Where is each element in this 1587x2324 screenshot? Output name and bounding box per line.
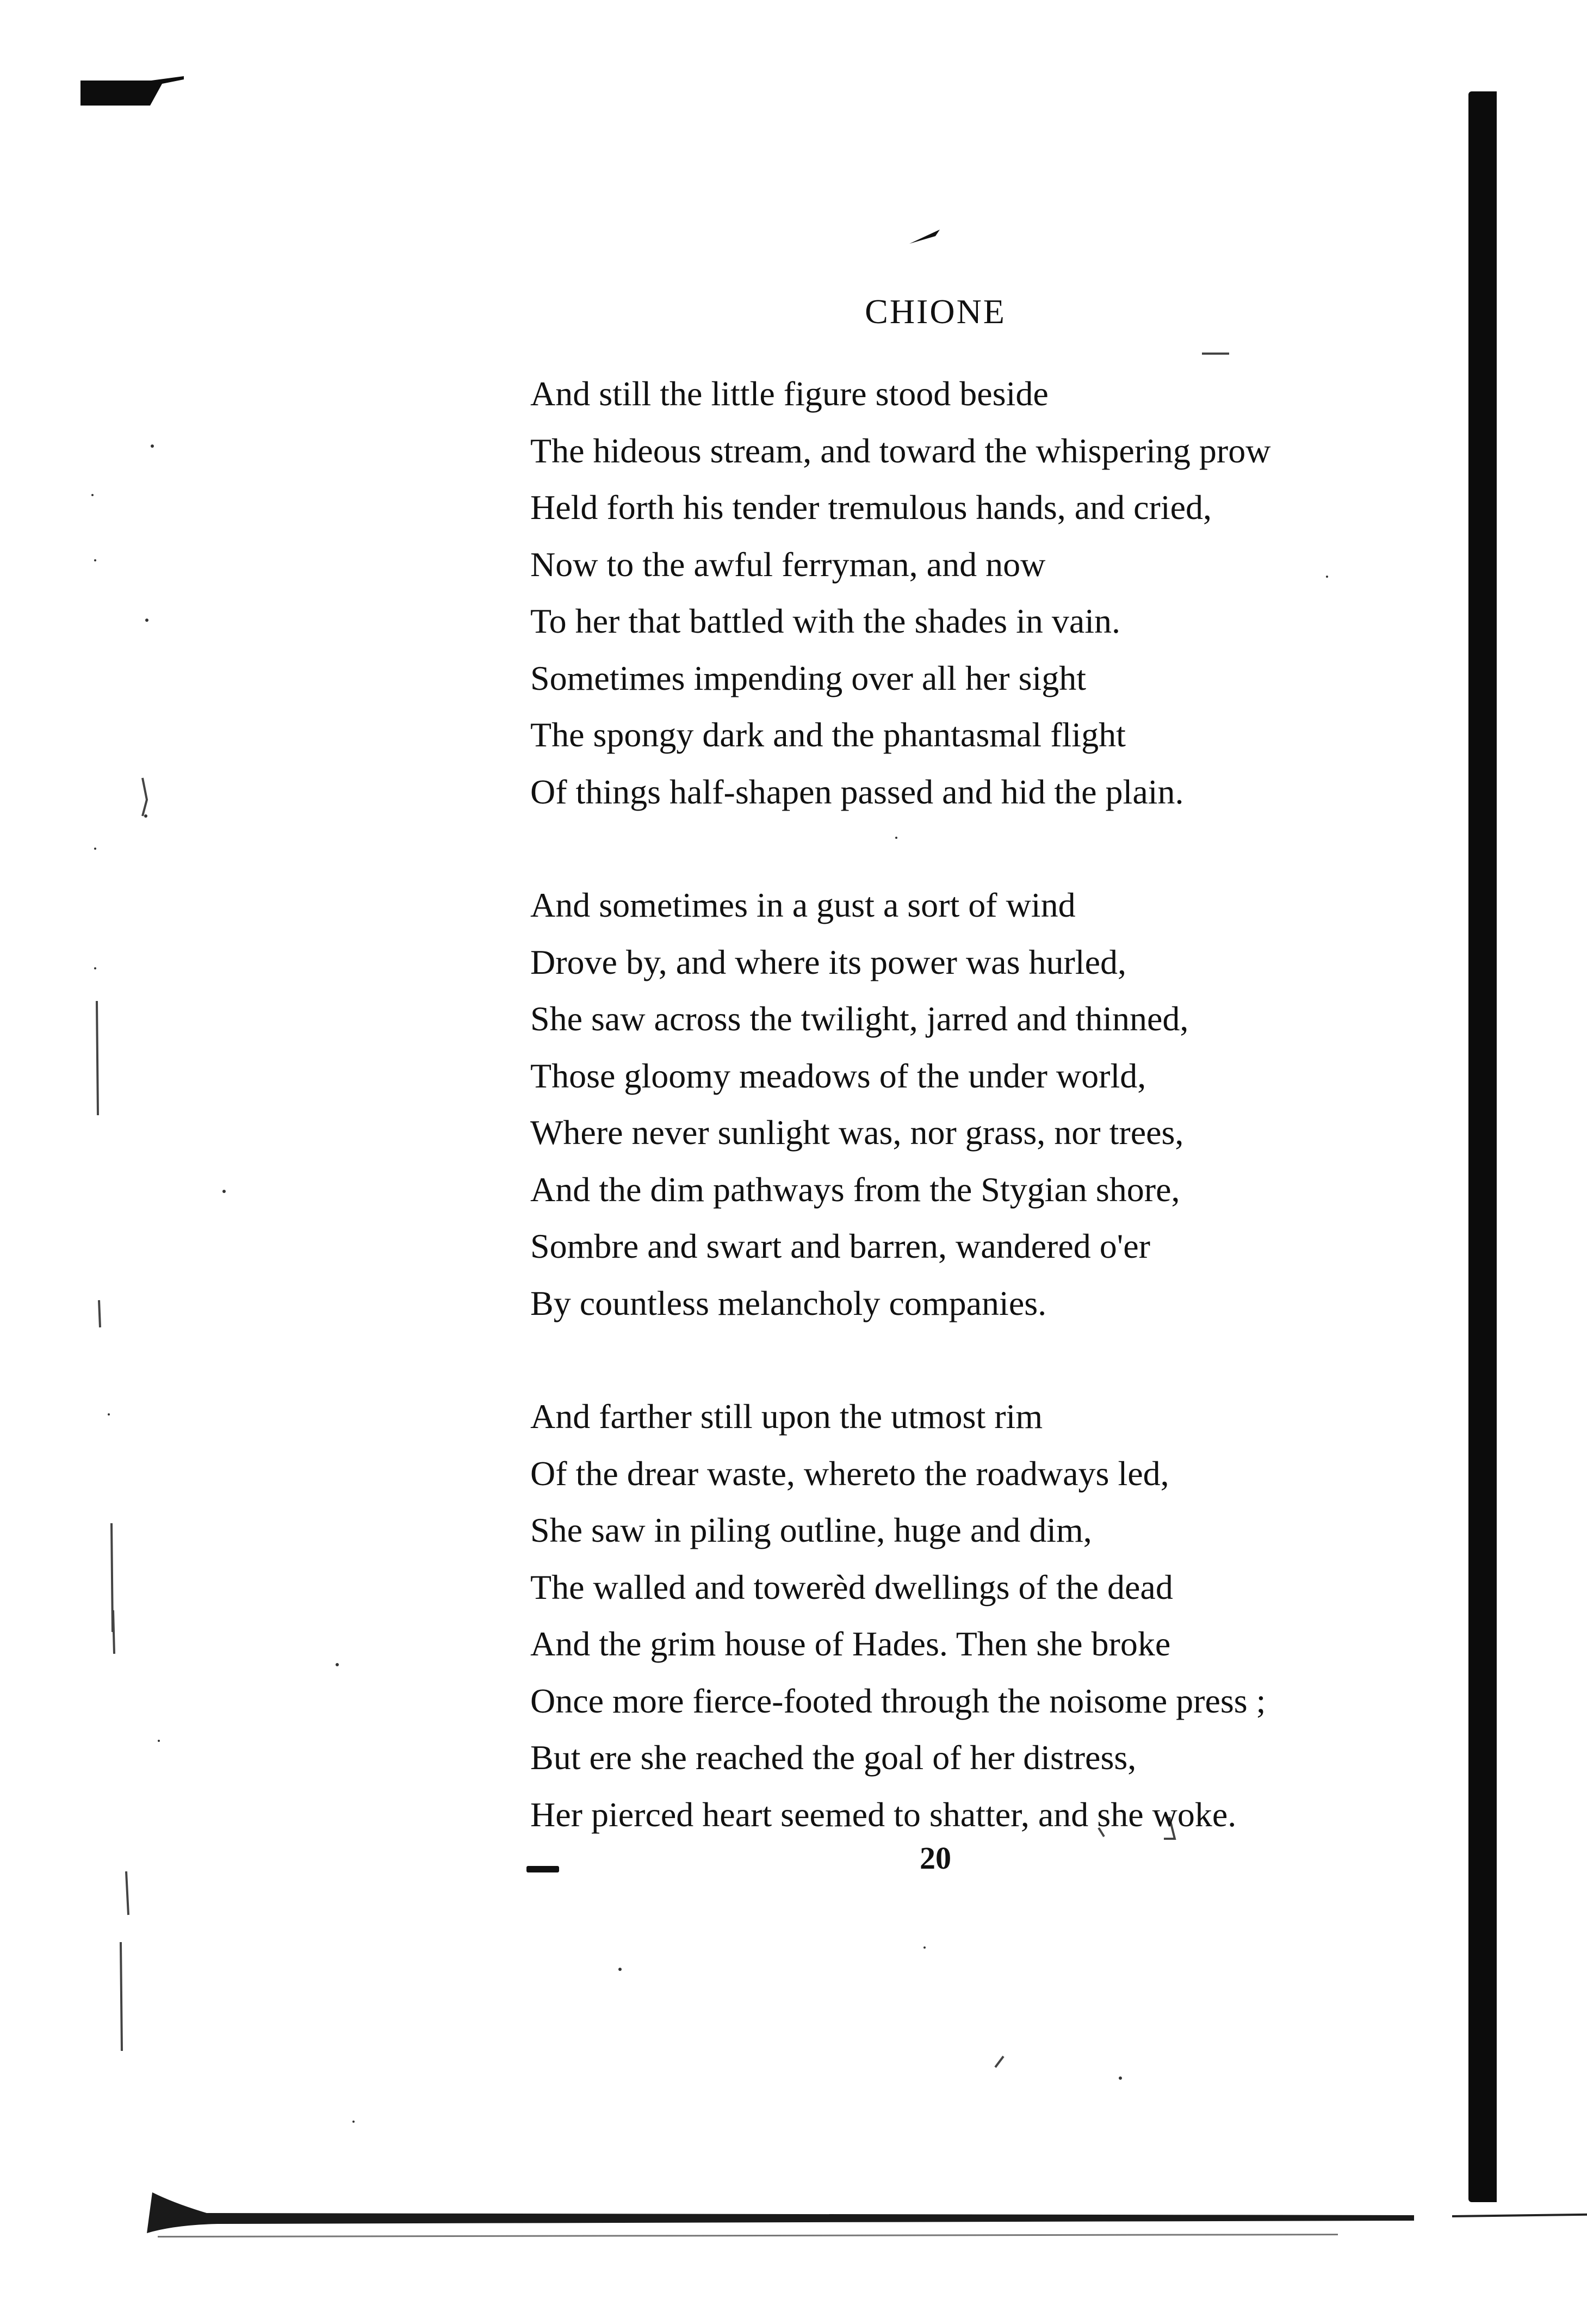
poem-line: Her pierced heart seemed to shatter, and she woke.: [530, 1795, 1237, 1834]
poem-line: Held forth his tender tremulous hands, and cried,: [530, 488, 1212, 527]
poem-line: To her that battled with the shades in vain.: [530, 602, 1121, 640]
poem-line: Of the drear waste, whereto the roadways led,: [530, 1454, 1169, 1493]
poem-line: But ere she reached the goal of her distress,: [530, 1738, 1137, 1777]
poem-line: Those gloomy meadows of the under world,: [530, 1056, 1146, 1095]
poem-line: She saw in piling outline, huge and dim,: [530, 1511, 1092, 1549]
poem-line: And the grim house of Hades. Then she broke: [530, 1624, 1171, 1663]
poem-line: The spongy dark and the phantasmal flight: [530, 715, 1126, 754]
poem-line: Of things half-shapen passed and hid the plain.: [530, 772, 1184, 811]
poem-line: The hideous stream, and toward the whispering prow: [530, 431, 1271, 470]
poem-line: Sombre and swart and barren, wandered o'er: [530, 1227, 1150, 1265]
poem-title: CHIONE: [865, 292, 1006, 331]
stanza: [530, 877, 1466, 1332]
page-edge-shadow-right: [1468, 91, 1497, 2202]
poem-line: And the dim pathways from the Stygian shore,: [530, 1170, 1180, 1209]
page-edge-shadow-bottom: [141, 2181, 1587, 2247]
ink-dash-mark: [526, 1866, 559, 1872]
poem-line: Now to the awful ferryman, and now: [530, 545, 1046, 584]
page-number: 20: [920, 1840, 951, 1876]
poem-body: [530, 366, 1466, 1843]
poem-line: Where never sunlight was, nor grass, nor trees,: [530, 1113, 1184, 1152]
poem-line: By countless melancholy companies.: [530, 1283, 1047, 1322]
poem-line: And still the little figure stood beside: [530, 374, 1049, 413]
corner-scan-mark: [80, 76, 184, 106]
poem-line: Sometimes impending over all her sight: [530, 658, 1087, 697]
poem-line: Drove by, and where its power was hurled,: [530, 942, 1126, 981]
ink-tick-mark: [908, 228, 941, 245]
poem-line: The walled and towerèd dwellings of the dead: [530, 1567, 1173, 1606]
poem-line: And farther still upon the utmost rim: [530, 1397, 1043, 1436]
poem-line: She saw across the twilight, jarred and thinned,: [530, 999, 1189, 1038]
poem-line: Once more fierce-footed through the noisome press ;: [530, 1681, 1266, 1720]
stanza: [530, 366, 1466, 820]
stanza: [530, 1388, 1466, 1843]
poem-line: And sometimes in a gust a sort of wind: [530, 886, 1076, 924]
